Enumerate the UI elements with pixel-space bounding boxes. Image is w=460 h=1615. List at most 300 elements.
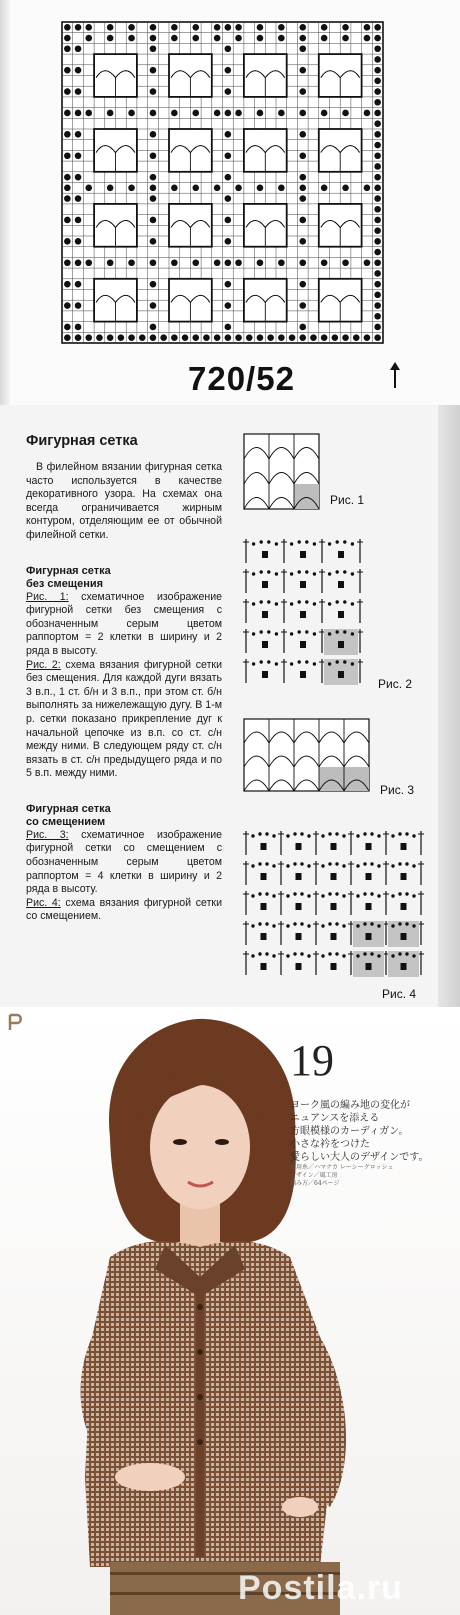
filled-cell-dot	[299, 259, 306, 266]
chain-dot	[252, 662, 255, 665]
filled-cell-dot	[267, 334, 274, 341]
chain-dot	[335, 922, 338, 925]
chain-dot	[260, 570, 263, 573]
filled-cell-dot	[374, 249, 381, 256]
chain-dot	[272, 954, 275, 957]
chain-dot	[405, 832, 408, 835]
filled-cell-dot	[64, 67, 71, 74]
chain-dot	[377, 924, 380, 927]
chain-dot	[321, 924, 324, 927]
filled-cell-dot	[225, 131, 232, 138]
chain-dot	[252, 572, 255, 575]
filled-cell-dot	[225, 174, 232, 181]
chain-dot	[328, 542, 331, 545]
chain-dot	[328, 892, 331, 895]
filled-cell-dot	[374, 99, 381, 106]
filled-cell-dot	[171, 24, 178, 31]
filled-cell-dot	[310, 334, 317, 341]
filled-cell-dot	[321, 35, 328, 42]
filled-cell-dot	[75, 324, 82, 331]
filled-cell-dot	[150, 131, 157, 138]
filled-cell-dot	[321, 185, 328, 192]
single-crochet	[401, 903, 407, 910]
chain-dot	[391, 954, 394, 957]
chain-dot	[290, 632, 293, 635]
filled-cell-dot	[299, 195, 306, 202]
chain-dot	[351, 572, 354, 575]
chain-dot	[363, 832, 366, 835]
chain-dot	[356, 954, 359, 957]
filled-cell-dot	[342, 185, 349, 192]
fig1-text: схематичное изображение фигурной сетки без смещения с обозначенным серым цветом раппортом = 2 клетки в ширину и 2 ряда в высоту.	[26, 590, 222, 657]
filled-cell-dot	[278, 35, 285, 42]
chain-dot	[356, 924, 359, 927]
chain-dot	[343, 630, 346, 633]
single-crochet	[338, 671, 344, 678]
chain-dot	[370, 862, 373, 865]
chain-dot	[300, 892, 303, 895]
filled-cell-dot	[171, 259, 178, 266]
filled-cell-dot	[225, 259, 232, 266]
filled-cell-dot	[150, 174, 157, 181]
filled-cell-dot	[257, 259, 264, 266]
single-crochet	[296, 933, 302, 940]
filled-cell-dot	[299, 88, 306, 95]
chain-dot	[313, 662, 316, 665]
filled-cell-dot	[214, 35, 221, 42]
filled-cell-dot	[64, 238, 71, 245]
filled-cell-dot	[235, 24, 242, 31]
filled-cell-dot	[225, 24, 232, 31]
filled-cell-dot	[64, 152, 71, 159]
chain-dot	[267, 570, 270, 573]
caption-line-5: 愛らしい大人のデザインです。	[290, 1152, 429, 1163]
chain-dot	[328, 572, 331, 575]
chain-dot	[307, 864, 310, 867]
filled-cell-dot	[225, 45, 232, 52]
chain-dot	[252, 542, 255, 545]
chain-dot	[313, 542, 316, 545]
filled-cell-dot	[107, 334, 114, 341]
filled-cell-dot	[321, 259, 328, 266]
fig1-description	[26, 591, 222, 659]
block2-heading-1: Фигурная сетка	[26, 802, 111, 815]
filled-cell-dot	[289, 334, 296, 341]
chain-dot	[335, 892, 338, 895]
figure-3-label: Рис. 3	[380, 783, 415, 797]
filled-cell-dot	[321, 24, 328, 31]
chain-dot	[356, 894, 359, 897]
filled-cell-dot	[299, 334, 306, 341]
filled-cell-dot	[257, 110, 264, 117]
chain-dot	[328, 832, 331, 835]
filled-cell-dot	[235, 110, 242, 117]
chain-dot	[351, 662, 354, 665]
filled-cell-dot	[278, 259, 285, 266]
chain-dot	[405, 892, 408, 895]
single-crochet	[331, 843, 337, 850]
filled-cell-dot	[299, 185, 306, 192]
chain-dot	[300, 862, 303, 865]
single-crochet	[262, 641, 268, 648]
chain-dot	[258, 862, 261, 865]
filled-cell-dot	[75, 152, 82, 159]
chain-dot	[377, 864, 380, 867]
single-crochet	[331, 933, 337, 940]
single-crochet	[261, 963, 267, 970]
single-crochet	[262, 581, 268, 588]
chain-dot	[286, 924, 289, 927]
filled-cell-dot	[85, 334, 92, 341]
chain-dot	[258, 892, 261, 895]
filled-cell-dot	[128, 35, 135, 42]
caption-line-2: ニュアンスを添える	[290, 1113, 380, 1124]
pattern-number: 720/52	[188, 360, 295, 397]
filled-cell-dot	[299, 110, 306, 117]
filled-cell-dot	[128, 185, 135, 192]
single-crochet	[261, 903, 267, 910]
block-with-offset	[26, 803, 222, 924]
filled-cell-dot	[150, 195, 157, 202]
chain-dot	[293, 922, 296, 925]
filled-cell-dot	[299, 152, 306, 159]
chain-dot	[313, 602, 316, 605]
figure-2-diagram	[240, 533, 370, 693]
filled-cell-dot	[342, 259, 349, 266]
caption-line-3: 方眼模様のカーディガン。	[290, 1126, 409, 1137]
chain-dot	[412, 834, 415, 837]
filled-cell-dot	[374, 334, 381, 341]
filled-cell-dot	[171, 185, 178, 192]
chain-dot	[370, 832, 373, 835]
filled-cell-dot	[374, 206, 381, 213]
filled-cell-dot	[96, 334, 103, 341]
section-title: Фигурная сетка	[26, 433, 138, 449]
filled-cell-dot	[75, 67, 82, 74]
filled-cell-dot	[64, 88, 71, 95]
chain-dot	[377, 954, 380, 957]
filled-cell-dot	[64, 131, 71, 138]
single-crochet	[261, 843, 267, 850]
filled-cell-dot	[64, 24, 71, 31]
chain-dot	[298, 600, 301, 603]
filled-cell-dot	[374, 152, 381, 159]
filled-cell-dot	[374, 56, 381, 63]
chain-dot	[275, 572, 278, 575]
figure-4-label: Рис. 4	[382, 987, 417, 1001]
issue-number: 19	[290, 1036, 334, 1085]
filled-cell-dot	[342, 24, 349, 31]
text-column	[26, 433, 222, 946]
filled-cell-dot	[374, 35, 381, 42]
filled-cell-dot	[342, 35, 349, 42]
chain-dot	[391, 894, 394, 897]
single-crochet	[262, 671, 268, 678]
chain-dot	[335, 952, 338, 955]
chain-dot	[300, 952, 303, 955]
filled-cell-dot	[225, 302, 232, 309]
chain-dot	[370, 892, 373, 895]
filled-cell-dot	[75, 88, 82, 95]
filled-cell-dot	[128, 110, 135, 117]
caption-line-1: ヨーク風の編み地の変化が	[290, 1100, 410, 1111]
chain-dot	[405, 862, 408, 865]
filled-cell-dot	[364, 110, 371, 117]
single-crochet	[296, 873, 302, 880]
chain-dot	[328, 662, 331, 665]
chain-dot	[265, 892, 268, 895]
filled-cell-dot	[203, 334, 210, 341]
chain-dot	[391, 924, 394, 927]
chain-dot	[305, 630, 308, 633]
filled-cell-dot	[150, 185, 157, 192]
chain-dot	[293, 862, 296, 865]
chain-dot	[258, 922, 261, 925]
filled-cell-dot	[374, 281, 381, 288]
filled-cell-dot	[374, 195, 381, 202]
chain-dot	[321, 864, 324, 867]
filled-cell-dot	[75, 195, 82, 202]
block2-heading-2: со смещением	[26, 815, 106, 828]
filled-cell-dot	[374, 88, 381, 95]
chain-dot	[305, 540, 308, 543]
filled-cell-dot	[150, 281, 157, 288]
filled-cell-dot	[128, 24, 135, 31]
single-crochet	[401, 873, 407, 880]
chain-dot	[298, 660, 301, 663]
filled-cell-dot	[64, 110, 71, 117]
single-crochet	[401, 933, 407, 940]
filled-cell-dot	[192, 35, 199, 42]
chain-dot	[252, 632, 255, 635]
chain-dot	[275, 602, 278, 605]
chain-dot	[275, 632, 278, 635]
single-crochet	[300, 641, 306, 648]
chain-dot	[265, 862, 268, 865]
filled-cell-dot	[75, 217, 82, 224]
chain-dot	[412, 894, 415, 897]
filled-cell-dot	[299, 217, 306, 224]
filled-cell-dot	[364, 259, 371, 266]
chain-dot	[307, 834, 310, 837]
filled-cell-dot	[64, 174, 71, 181]
chain-dot	[335, 832, 338, 835]
chain-dot	[290, 662, 293, 665]
chain-dot	[293, 892, 296, 895]
figure-1-label: Рис. 1	[330, 493, 365, 507]
chain-dot	[342, 864, 345, 867]
filled-cell-dot	[214, 110, 221, 117]
japanese-caption	[290, 1099, 450, 1188]
single-crochet	[366, 903, 372, 910]
chain-dot	[260, 600, 263, 603]
chain-dot	[272, 924, 275, 927]
filled-cell-dot	[374, 270, 381, 277]
filled-cell-dot	[75, 281, 82, 288]
caption-line-4: 小さな衿をつけた	[290, 1139, 370, 1150]
chain-dot	[356, 834, 359, 837]
filled-cell-dot	[64, 185, 71, 192]
filled-cell-dot	[374, 142, 381, 149]
chain-dot	[286, 834, 289, 837]
caption-small-3: 編み方／64ページ	[290, 1180, 340, 1187]
chain-dot	[356, 864, 359, 867]
fig3-ref: Рис. 3:	[26, 828, 69, 841]
single-crochet	[300, 611, 306, 618]
filled-cell-dot	[299, 35, 306, 42]
filled-cell-dot	[64, 45, 71, 52]
filled-cell-dot	[278, 24, 285, 31]
filled-cell-dot	[128, 334, 135, 341]
chain-dot	[398, 952, 401, 955]
filled-cell-dot	[225, 334, 232, 341]
chain-dot	[391, 834, 394, 837]
fig2-ref: Рис. 2:	[26, 658, 61, 671]
chain-dot	[267, 660, 270, 663]
chain-dot	[391, 864, 394, 867]
filled-cell-dot	[374, 227, 381, 234]
filled-cell-dot	[246, 334, 253, 341]
single-crochet	[366, 933, 372, 940]
chain-dot	[363, 952, 366, 955]
single-crochet	[338, 641, 344, 648]
chain-dot	[290, 572, 293, 575]
chain-dot	[267, 600, 270, 603]
chain-dot	[298, 540, 301, 543]
filled-cell-dot	[150, 259, 157, 266]
filled-cell-dot	[214, 334, 221, 341]
filled-cell-dot	[278, 185, 285, 192]
filled-cell-dot	[225, 67, 232, 74]
filled-cell-dot	[64, 302, 71, 309]
filled-cell-dot	[353, 334, 360, 341]
filled-cell-dot	[150, 24, 157, 31]
filled-cell-dot	[64, 35, 71, 42]
filled-cell-dot	[374, 238, 381, 245]
chain-dot	[377, 834, 380, 837]
filled-cell-dot	[364, 185, 371, 192]
chain-dot	[363, 862, 366, 865]
filled-cell-dot	[374, 292, 381, 299]
filled-cell-dot	[235, 35, 242, 42]
filled-cell-dot	[321, 334, 328, 341]
chain-dot	[398, 922, 401, 925]
filled-cell-dot	[374, 110, 381, 117]
chain-dot	[267, 540, 270, 543]
filled-cell-dot	[214, 259, 221, 266]
filled-cell-dot	[118, 334, 125, 341]
filled-cell-dot	[171, 110, 178, 117]
chain-dot	[328, 632, 331, 635]
filled-cell-dot	[257, 334, 264, 341]
filled-cell-dot	[64, 281, 71, 288]
filled-cell-dot	[150, 152, 157, 159]
single-crochet	[338, 551, 344, 558]
filled-cell-dot	[85, 259, 92, 266]
filled-cell-dot	[278, 110, 285, 117]
filled-cell-dot	[75, 334, 82, 341]
chain-dot	[260, 630, 263, 633]
block-no-offset	[26, 565, 222, 781]
chain-dot	[265, 832, 268, 835]
filled-cell-dot	[332, 334, 339, 341]
filled-cell-dot	[374, 24, 381, 31]
chain-dot	[251, 864, 254, 867]
chain-dot	[251, 924, 254, 927]
chain-dot	[305, 600, 308, 603]
filled-cell-dot	[150, 334, 157, 341]
fig2-description	[26, 659, 222, 781]
chain-dot	[293, 952, 296, 955]
fig4-text: схема вязания фигурной сетки со смещением.	[26, 896, 222, 923]
chain-dot	[313, 632, 316, 635]
chain-dot	[398, 892, 401, 895]
chain-dot	[342, 834, 345, 837]
caption-small-2: デザイン／風工房	[290, 1172, 338, 1179]
intro-paragraph: В филейном вязании фигурная сетка часто используется в качестве декоративного узора. На схемах она всегда ограничивается жирным контуром, отделяющим ее от обычной филейной сетки.	[26, 461, 222, 541]
filled-cell-dot	[64, 259, 71, 266]
filled-cell-dot	[374, 131, 381, 138]
chain-dot	[305, 570, 308, 573]
filled-cell-dot	[257, 24, 264, 31]
filled-cell-dot	[107, 110, 114, 117]
filled-cell-dot	[364, 24, 371, 31]
filled-cell-dot	[150, 67, 157, 74]
chain-dot	[272, 864, 275, 867]
chain-dot	[251, 954, 254, 957]
chain-dot	[298, 570, 301, 573]
single-crochet	[262, 551, 268, 558]
filled-cell-dot	[64, 195, 71, 202]
chain-dot	[290, 602, 293, 605]
chain-dot	[321, 954, 324, 957]
chain-dot	[412, 864, 415, 867]
chain-dot	[258, 952, 261, 955]
chain-dot	[328, 922, 331, 925]
filled-cell-dot	[299, 174, 306, 181]
filled-cell-dot	[150, 217, 157, 224]
filled-cell-dot	[192, 185, 199, 192]
filled-cell-dot	[75, 174, 82, 181]
filled-cell-dot	[342, 110, 349, 117]
chain-dot	[300, 832, 303, 835]
filled-cell-dot	[225, 217, 232, 224]
chain-dot	[412, 954, 415, 957]
chain-dot	[370, 922, 373, 925]
chain-dot	[321, 894, 324, 897]
chain-dot	[252, 602, 255, 605]
chain-dot	[343, 540, 346, 543]
chain-dot	[412, 924, 415, 927]
filled-cell-dot	[150, 302, 157, 309]
chain-dot	[267, 630, 270, 633]
chain-dot	[351, 542, 354, 545]
fig3-description	[26, 829, 222, 897]
filled-cell-dot	[171, 35, 178, 42]
chain-dot	[272, 834, 275, 837]
filled-cell-dot	[85, 110, 92, 117]
chain-dot	[336, 540, 339, 543]
filled-cell-dot	[364, 334, 371, 341]
chain-dot	[328, 862, 331, 865]
chain-dot	[275, 662, 278, 665]
chain-dot	[336, 570, 339, 573]
single-crochet	[366, 873, 372, 880]
chain-dot	[377, 894, 380, 897]
filled-cell-dot	[107, 24, 114, 31]
filled-cell-dot	[235, 334, 242, 341]
chain-dot	[351, 602, 354, 605]
